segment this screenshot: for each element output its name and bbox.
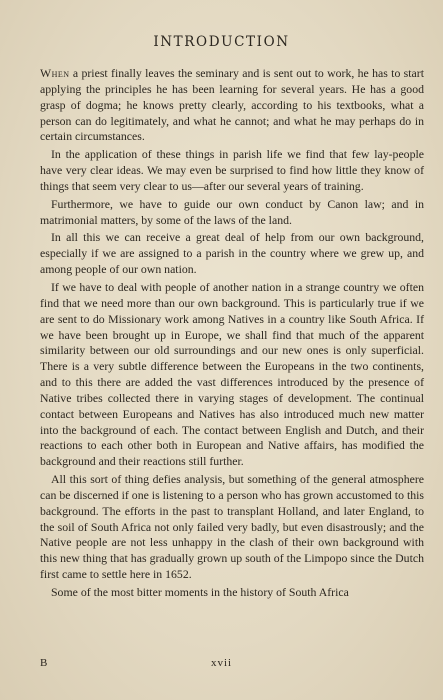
paragraph-1 [40, 66, 424, 145]
opening-word: When [40, 66, 70, 80]
body-text [40, 66, 424, 603]
signature-mark: B [40, 657, 48, 669]
paragraph-1-text: a priest finally leaves the seminary and is sent out to work, he has to start applying the principles he has been learning for several years. He has a good grasp of dogma; he knows pretty clearly, according to his textbooks, what a person can do legitimately, and what he cannot; and what he may perhaps do in certain circumstances. [40, 66, 424, 144]
page-number: xvii [210, 657, 233, 669]
paragraph-7: Some of the most bitter moments in the history of South Africa [51, 585, 349, 599]
paragraph-6: All this sort of thing defies analysis, but something of the general atmosphere can be discerned if one is listening to a person who has grown accustomed to this background. The efforts in the past to transplant Holland, and later England, to the soil of South Africa not only failed very badly, but even disastrously; and the Native people are not less unhappy in the clash of their own background with this new thing that has gradually grown up south of the Limpopo since the Dutch first came to settle here in 1652. [40, 472, 424, 582]
page-title: INTRODUCTION [153, 34, 290, 50]
paragraph-2: In the application of these things in parish life we find that few lay-people have very clear ideas. We may even be surprised to find how little they know of things that seem very clear to us—after our several years of training. [40, 147, 424, 193]
paragraph-3: Furthermore, we have to guide our own conduct by Canon law; and in matrimonial matters, by some of the laws of the land. [40, 196, 424, 227]
paragraph-4: In all this we can receive a great deal of help from our own background, especially if we are assigned to a parish in the country where we grew up, and among people of our own nation. [40, 230, 424, 277]
paragraph-5: If we have to deal with people of another nation in a strange country we often find that we need more than our own background. This is particularly true if we are sent to do Missionary work among Natives in a country like South Africa. If we have been brought up in Europe, we shall find that much of the apparent similarity between our old surroundings and our new ones is only superficial. There is a very subtle difference between the Europeans in the two continents, and to this there are added the vast differences introduced by the presence of Native tribes collected there in varying stages of development. The continual contact between Europeans and Natives has also introduced much new matter into the background of each. The contact between English and Dutch, and their reactions to each other both in European and Native affairs, has modified the background and their reactions still further. [40, 279, 424, 469]
